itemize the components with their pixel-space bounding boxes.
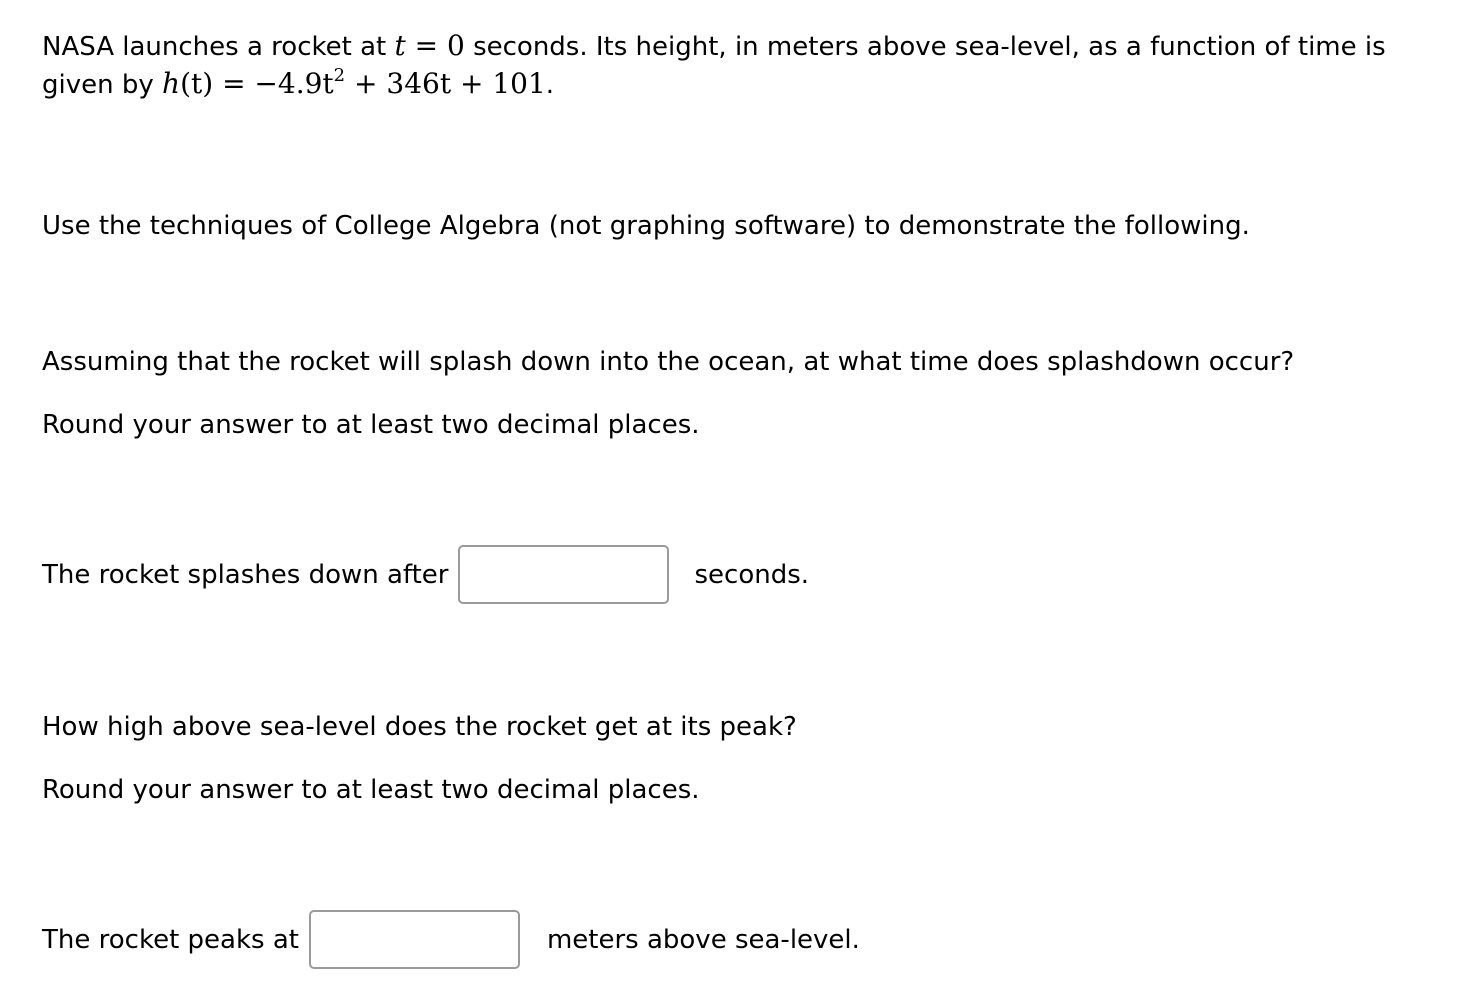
q2-answer-prefix: The rocket peaks at bbox=[42, 924, 299, 955]
math-t-equals-zero: t = 0 bbox=[394, 29, 465, 62]
q2-answer-suffix: meters above sea-level. bbox=[546, 924, 860, 955]
intro-text-3: given by bbox=[42, 70, 163, 100]
q1-answer-suffix: seconds. bbox=[694, 559, 810, 590]
q1-answer-prefix: The rocket splashes down after bbox=[42, 559, 449, 590]
problem-intro-line-2 bbox=[42, 65, 554, 104]
q1-answer-row bbox=[42, 545, 809, 604]
instruction-text: Use the techniques of College Algebra (not graphing software) to demonstrate the following. bbox=[42, 211, 1250, 241]
q2-rounding-note: Round your answer to at least two decimal places. bbox=[42, 775, 700, 805]
q1-question: Assuming that the rocket will splash down into the ocean, at what time does splashdown occur? bbox=[42, 347, 1295, 377]
intro-text-4: . bbox=[545, 70, 555, 100]
math-height-function: $h(t) = -4.9t^2 + 346t + 101$ bbox=[162, 64, 546, 100]
intro-text-2: seconds. Its height, in meters above sea-level, as a function of time is bbox=[464, 32, 1386, 62]
peak-height-input[interactable] bbox=[309, 910, 520, 969]
q2-answer-row bbox=[42, 910, 860, 969]
splashdown-time-input[interactable] bbox=[458, 545, 669, 604]
q2-question: How high above sea-level does the rocket get at its peak? bbox=[42, 712, 797, 742]
problem-intro-line-1 bbox=[42, 27, 1386, 66]
intro-text-1: NASA launches a rocket at bbox=[42, 32, 395, 62]
q1-rounding-note: Round your answer to at least two decimal places. bbox=[42, 410, 700, 440]
